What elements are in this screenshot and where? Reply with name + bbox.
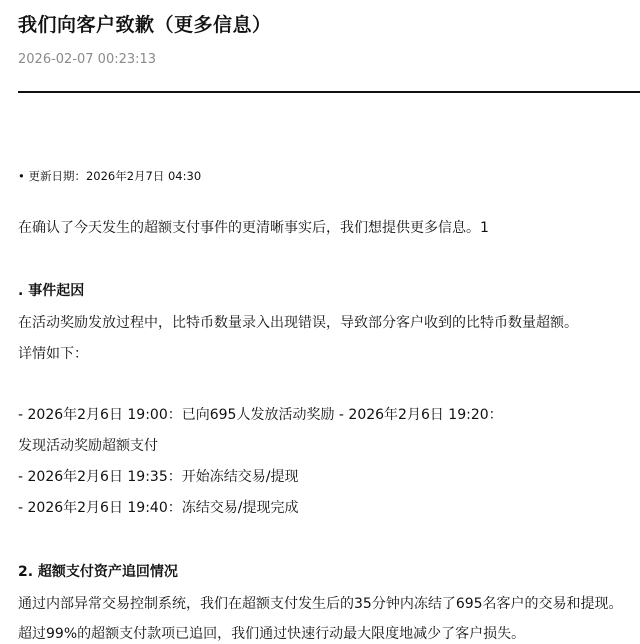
timeline-item: - 2026年2月6日 19:35：开始冻结交易/提现 [18, 469, 299, 485]
timeline-item: - 2026年2月6日 19:40：冻结交易/提现完成 [18, 500, 299, 516]
title-divider [18, 91, 640, 93]
section-2-paragraph-cut: 超过99%的超额支付款项已追回，我们通过快速行动最大限度地减少了客户损失。 [18, 626, 526, 642]
page-title: 我们向客户致歉（更多信息） [18, 14, 272, 36]
section-1-paragraph: 在活动奖励发放过程中，比特币数量录入出现错误，导致部分客户收到的比特币数量超额。 [18, 315, 578, 331]
update-note: • 更新日期：2026年2月7日 04:30 [18, 169, 202, 183]
timeline-item: - 2026年2月6日 19:00：已向695人发放活动奖励 - 2026年2月6日 19:20： [18, 407, 503, 423]
section-1-details-label: 详情如下： [18, 346, 88, 362]
section-2-heading: 2. 超额支付资产追回情况 [18, 564, 178, 580]
section-2-paragraph: 通过内部异常交易控制系统，我们在超额支付发生后的35分钟内冻结了695名客户的交易和提现。 [18, 596, 623, 612]
publish-timestamp: 2026-02-07 00:23:13 [18, 52, 157, 67]
section-1-heading: . 事件起因 [18, 283, 85, 299]
timeline-item: 发现活动奖励超额支付 [18, 438, 158, 454]
intro-paragraph: 在确认了今天发生的超额支付事件的更清晰事实后，我们想提供更多信息。1 [18, 220, 489, 236]
